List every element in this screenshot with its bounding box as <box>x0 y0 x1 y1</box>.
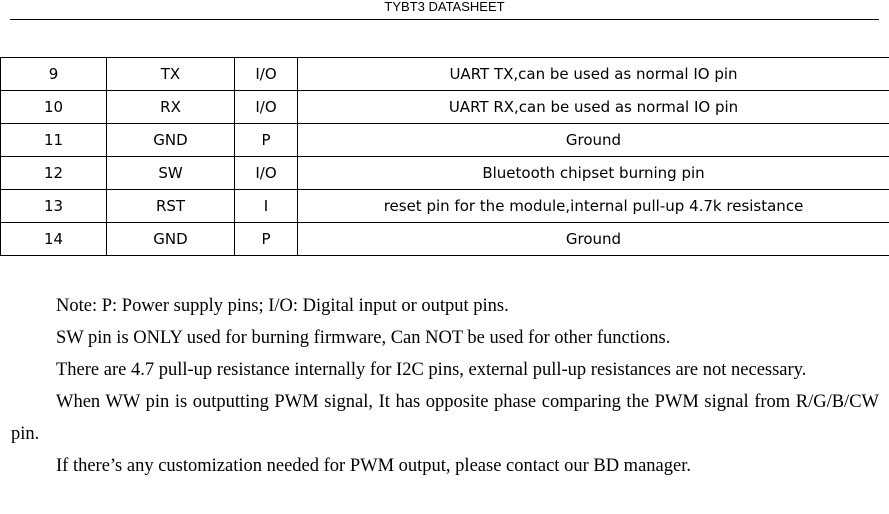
pin-description: Ground <box>298 124 889 157</box>
pin-number: 10 <box>1 91 107 124</box>
pin-description: UART RX,can be used as normal IO pin <box>298 91 889 124</box>
notes-section <box>11 290 879 482</box>
pin-type: P <box>235 124 298 157</box>
note-paragraph: There are 4.7 pull-up resistance internally for I2C pins, external pull-up resistances are not necessary. <box>56 360 807 380</box>
pin-name: RST <box>107 190 235 223</box>
pin-name: TX <box>107 58 235 91</box>
table-row <box>1 58 889 91</box>
note-paragraph: SW pin is ONLY used for burning firmware, Can NOT be used for other functions. <box>56 328 671 348</box>
table-row <box>1 157 889 190</box>
pin-name: GND <box>107 223 235 256</box>
note-paragraph: Note: P: Power supply pins; I/O: Digital input or output pins. <box>56 296 509 316</box>
pin-number: 9 <box>1 58 107 91</box>
pin-description: Bluetooth chipset burning pin <box>298 157 889 190</box>
pin-number: 14 <box>1 223 107 256</box>
pin-description: Ground <box>298 223 889 256</box>
note-paragraph: If there’s any customization needed for PWM output, please contact our BD manager. <box>56 456 691 476</box>
pin-description: UART TX,can be used as normal IO pin <box>298 58 889 91</box>
pin-description: reset pin for the module,internal pull-up 4.7k resistance <box>298 190 889 223</box>
note-paragraph: When WW pin is outputting PWM signal, It has opposite phase comparing the PWM signal from R/G/B/CW pin. <box>11 392 879 444</box>
table-row <box>1 223 889 256</box>
pin-type: P <box>235 223 298 256</box>
pin-name: SW <box>107 157 235 190</box>
table-row <box>1 91 889 124</box>
pin-type: I/O <box>235 157 298 190</box>
pin-number: 13 <box>1 190 107 223</box>
pin-type: I/O <box>235 91 298 124</box>
pin-type: I <box>235 190 298 223</box>
pin-name: GND <box>107 124 235 157</box>
document-title: TYBT3 DATASHEET <box>384 0 505 14</box>
pin-number: 11 <box>1 124 107 157</box>
table-row <box>1 124 889 157</box>
pin-number: 12 <box>1 157 107 190</box>
pin-name: RX <box>107 91 235 124</box>
pin-table <box>0 57 889 256</box>
table-row <box>1 190 889 223</box>
pin-type: I/O <box>235 58 298 91</box>
page-header <box>10 0 879 20</box>
